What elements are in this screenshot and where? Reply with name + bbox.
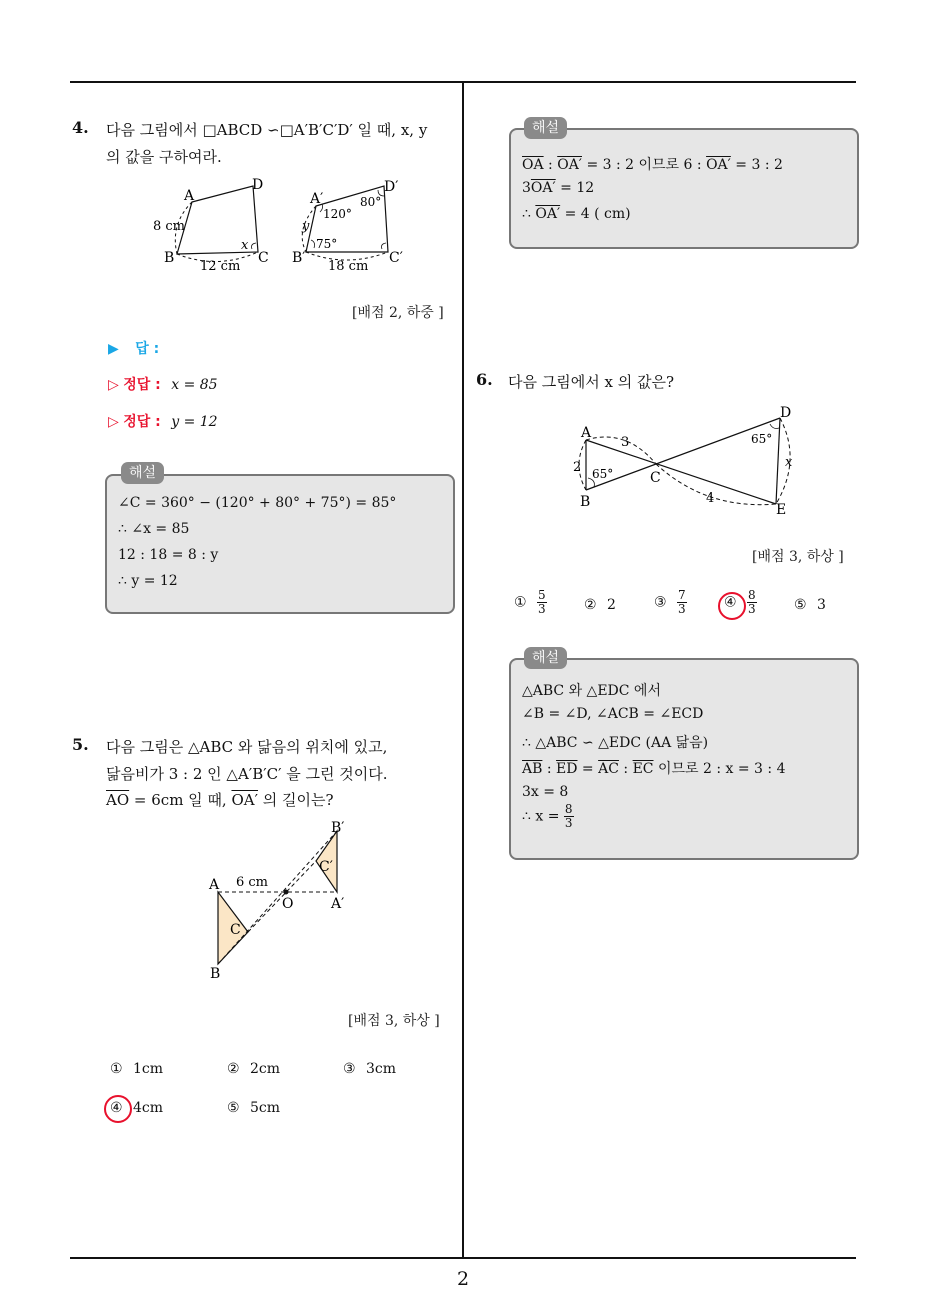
q6-score: [배점 3, 하상 ] <box>752 549 844 565</box>
q6-label-e: E <box>776 502 787 518</box>
column-divider <box>462 83 464 1257</box>
q5-label-c: C <box>230 922 241 938</box>
q5-label-c-prime: C′ <box>319 859 333 875</box>
q6-figure <box>566 400 806 520</box>
q6-choice-4[interactable]: ④ $\frac{8}{3}$ <box>724 588 756 616</box>
q5-choice-2[interactable]: ② 2cm <box>227 1061 281 1077</box>
page-number: 2 <box>456 1268 470 1290</box>
q5-choice-1[interactable]: ① 1cm <box>110 1061 164 1077</box>
q4-correct2-label: 정답 : <box>123 414 161 430</box>
q4-correct2-value: y = 12 <box>171 414 218 430</box>
q4-explain-line: 12 : 18 = 8 : y <box>118 547 219 563</box>
q6-label-c: C <box>650 470 661 486</box>
q4-x: x <box>241 238 249 253</box>
q6-explanation-tag: 해설 <box>524 647 567 669</box>
q4-number: 4. <box>72 118 89 137</box>
q6-label-b: B <box>580 494 591 510</box>
q6-explain-line-4: $\overline{AB}$ : $\overline{ED} = \overline{AC}$ : $\overline{EC}$ 이므로 2 : x = 3 : 4 <box>522 761 786 777</box>
hollow-triangle-icon: ▷ <box>108 377 119 393</box>
q4-text-line2: 의 값을 구하여라. <box>106 148 222 166</box>
q6-choice-5[interactable]: ⑤ 3 <box>794 597 826 613</box>
q6-explain-line-5: 3x = 8 <box>522 784 569 800</box>
q6-side-3: 3 <box>621 435 630 450</box>
q4-side-bc: 12 cm <box>200 259 241 274</box>
q4-label-c-prime: C′ <box>389 250 403 266</box>
hollow-triangle-icon: ▷ <box>108 414 119 430</box>
q6-label-d: D <box>780 405 792 421</box>
q4-angle-120: 120° <box>323 207 352 221</box>
q6-explain-line-1: △ABC 와 △EDC 에서 <box>522 683 661 699</box>
q5-len: 6 cm <box>236 875 269 890</box>
q5-explain-line-2: 3OA′ = 12 <box>522 180 595 196</box>
q4-correct2-row <box>108 411 218 431</box>
q5-ao: $\overline{AO}$ <box>106 791 130 809</box>
q4-label-d: D <box>252 177 264 193</box>
q6-explain-line-3: ∴ △ABC ∽ △EDC (AA 닮음) <box>522 735 709 751</box>
q5-choice-5[interactable]: ⑤ 5cm <box>227 1100 281 1116</box>
q6-text-line1: 다음 그림에서 x 의 값은? <box>508 373 674 391</box>
q5-explain-line-3: ∴ OA′ = 4 ( cm) <box>522 206 631 222</box>
q4-answer-row <box>108 338 159 358</box>
q6-choice-3[interactable]: ③ $\frac{7}{3}$ <box>654 588 686 616</box>
q5-number: 5. <box>72 735 89 754</box>
q5-score: [배점 3, 하상 ] <box>348 1013 440 1029</box>
footer-rule <box>70 1257 856 1259</box>
q4-correct1-value: x = 85 <box>171 377 218 393</box>
q4-label-c: C <box>258 250 269 266</box>
q5-text-line1: 다음 그림은 △ABC 와 닮음의 위치에 있고, <box>106 738 388 756</box>
q5-label-a-prime: A′ <box>331 896 345 912</box>
q5-label-o: O <box>282 896 294 912</box>
q4-side-ab: 8 cm <box>153 219 186 234</box>
q4-figure <box>140 172 430 282</box>
q5-label-a: A <box>209 877 220 893</box>
q4-correct1-label: 정답 : <box>123 377 161 393</box>
q4-explanation-tag: 해설 <box>121 462 164 484</box>
q4-label-d-prime: D′ <box>384 179 399 195</box>
play-triangle-icon: ▶ <box>108 341 119 357</box>
q6-label-a: A <box>581 425 592 441</box>
q5-figure <box>200 816 370 986</box>
q5-explanation-tag: 해설 <box>524 117 567 139</box>
q6-angle-b: 65° <box>592 467 614 481</box>
q4-angle-80: 80° <box>360 195 382 209</box>
q4-side-b2c2: 18 cm <box>328 259 369 274</box>
q6-angle-d: 65° <box>751 432 773 446</box>
q4-angle-75: 75° <box>316 237 338 251</box>
q5-label-b: B <box>210 966 221 982</box>
q4-label-b-prime: B′ <box>292 250 306 266</box>
q4-correct1-row <box>108 374 218 394</box>
q5-text-line3: $\overline{AO} = 6cm$ 일 때, OA′ 의 길이는? <box>106 791 334 809</box>
q5-choice-3[interactable]: ③ 3cm <box>343 1061 397 1077</box>
q6-x: x <box>785 455 793 470</box>
q6-choice-1[interactable]: ① $\frac{5}{3}$ <box>514 588 546 616</box>
q4-answer-label: 답 : <box>135 341 160 357</box>
q5-explain-line-1: $\overline{OA}$ : OA′ = 3 : 2 이므로 6 : OA′ = 3 : 2 <box>522 157 783 173</box>
q5-label-b-prime: B′ <box>331 820 345 836</box>
q4-label-b: B <box>164 250 175 266</box>
q5-text-line2: 닮음비가 3 : 2 인 △A′B′C′ 을 그린 것이다. <box>106 765 388 783</box>
q6-choice-2[interactable]: ② 2 <box>584 597 616 613</box>
q5-oa-prime: OA′ <box>231 791 259 809</box>
q6-explain-line-2: ∠B = ∠D, ∠ACB = ∠ECD <box>522 706 704 722</box>
q5-selected-circle <box>104 1095 132 1123</box>
q4-text-line1: 다음 그림에서 □ABCD ∽□A′B′C′D′ 일 때, x, y <box>106 121 428 139</box>
q4-y: y <box>302 219 310 234</box>
q4-explain-line: ∠C = 360° − (120° + 80° + 75°) = 85° <box>118 495 397 511</box>
q4-label-a-prime: A′ <box>310 191 324 207</box>
q4-explain-line: ∴ y = 12 <box>118 573 178 589</box>
q5-choice-4[interactable]: ④ 4cm <box>110 1100 164 1116</box>
q4-label-a: A <box>184 188 195 204</box>
q4-score: [배점 2, 하중 ] <box>352 305 444 321</box>
q6-explain-line-6: ∴ x = $\frac{8}{3}$ <box>522 802 573 830</box>
q6-number: 6. <box>476 370 493 389</box>
q6-side-2: 2 <box>573 460 582 475</box>
q6-side-4: 4 <box>706 491 715 506</box>
q6-selected-circle <box>718 592 746 620</box>
q4-explain-line: ∴ ∠x = 85 <box>118 521 190 537</box>
